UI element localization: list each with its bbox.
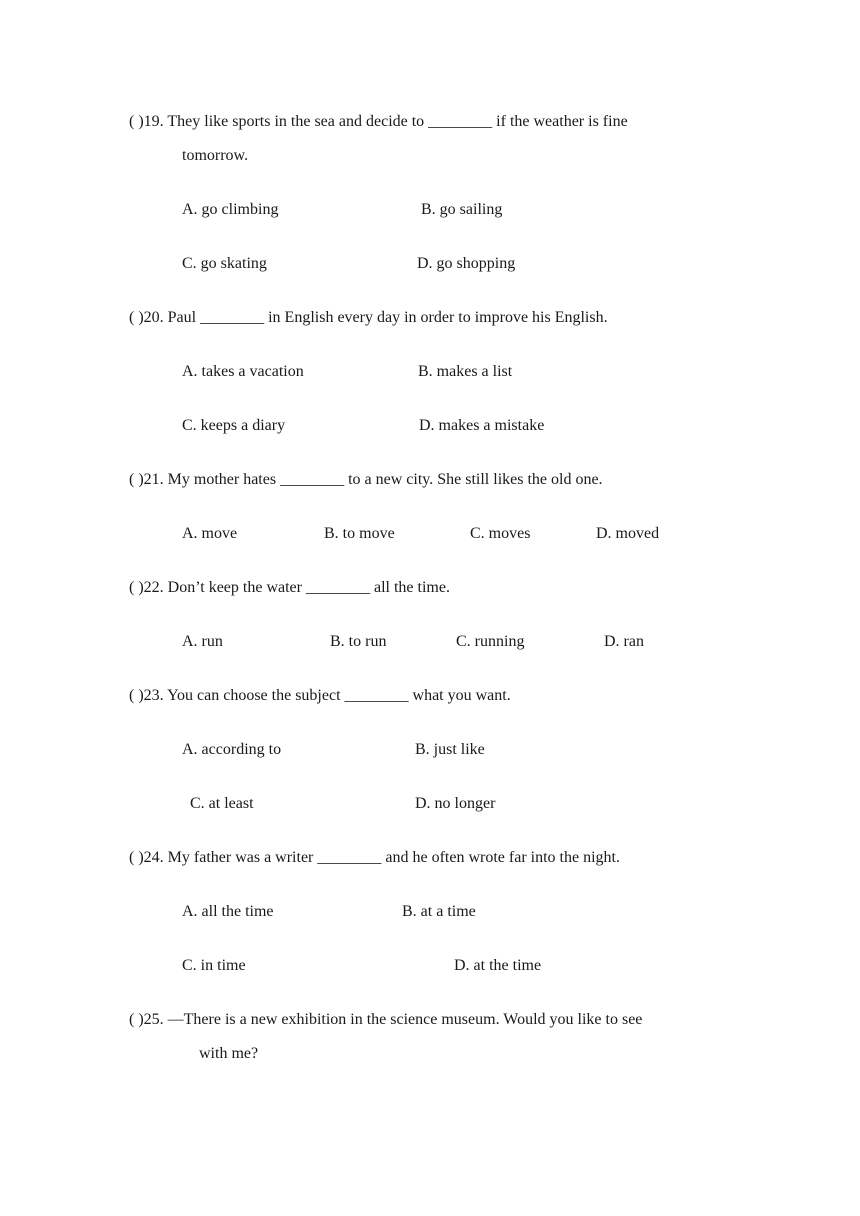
question-25-stem-continued: with me?	[199, 1045, 259, 1062]
question-20-option-b: B. makes a list	[418, 363, 513, 380]
question-19-option-a: A. go climbing	[182, 201, 279, 218]
question-22-option-b: B. to run	[330, 633, 387, 650]
question-20-option-d: D. makes a mistake	[419, 417, 545, 434]
question-21-stem: ( )21. My mother hates ________ to a new city. She still likes the old one.	[129, 471, 603, 488]
question-25-stem: ( )25. —There is a new exhibition in the science museum. Would you like to see	[129, 1011, 643, 1028]
question-20-option-a: A. takes a vacation	[182, 363, 304, 380]
question-22-stem: ( )22. Don’t keep the water ________ all the time.	[129, 579, 450, 596]
question-24-stem: ( )24. My father was a writer ________ and he often wrote far into the night.	[129, 849, 620, 866]
question-22-option-c: C. running	[456, 633, 525, 650]
question-22-option-d: D. ran	[604, 633, 644, 650]
question-19-option-d: D. go shopping	[417, 255, 516, 272]
question-19-stem: ( )19. They like sports in the sea and decide to ________ if the weather is fine	[129, 113, 628, 130]
question-19-stem-continued: tomorrow.	[182, 147, 249, 164]
question-21-option-c: C. moves	[470, 525, 531, 542]
question-23-option-c: C. at least	[190, 795, 254, 812]
question-20-option-c: C. keeps a diary	[182, 417, 286, 434]
question-24-option-b: B. at a time	[402, 903, 476, 920]
question-24-option-a: A. all the time	[182, 903, 274, 920]
question-21-option-a: A. move	[182, 525, 238, 542]
question-21-option-d: D. moved	[596, 525, 660, 542]
question-21-option-b: B. to move	[324, 525, 395, 542]
question-24-option-c: C. in time	[182, 957, 246, 974]
question-22-option-a: A. run	[182, 633, 223, 650]
question-23-option-a: A. according to	[182, 741, 282, 758]
question-19-option-c: C. go skating	[182, 255, 267, 272]
question-24-option-d: D. at the time	[454, 957, 542, 974]
question-19-option-b: B. go sailing	[421, 201, 503, 218]
question-23-option-b: B. just like	[415, 741, 485, 758]
question-23-option-d: D. no longer	[415, 795, 496, 812]
question-20-stem: ( )20. Paul ________ in English every day in order to improve his English.	[129, 309, 608, 326]
question-23-stem: ( )23. You can choose the subject ________ what you want.	[129, 687, 511, 704]
